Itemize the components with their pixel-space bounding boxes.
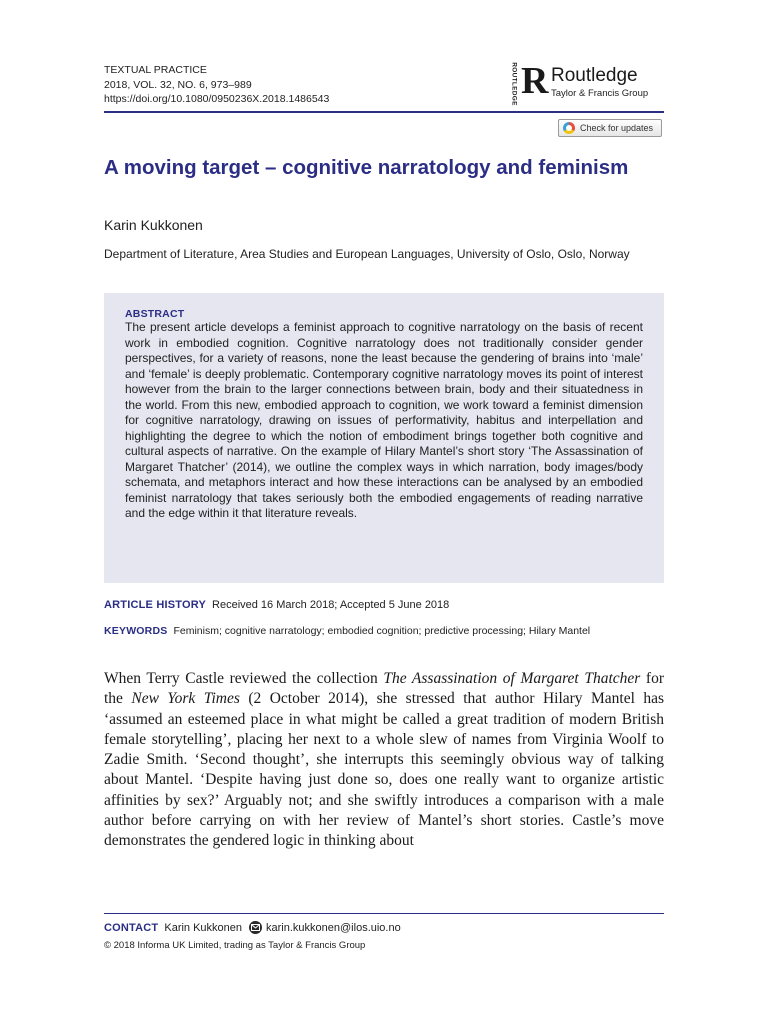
publisher-logo (508, 60, 668, 106)
contact-email-link[interactable]: karin.kukkonen@ilos.uio.no (266, 921, 401, 934)
doi-link[interactable]: https://doi.org/10.1080/0950236X.2018.1486543 (104, 93, 330, 105)
routledge-r-icon: R (521, 60, 549, 102)
check-for-updates-label: Check for updates (580, 123, 654, 133)
keywords-label: KEYWORDS (104, 625, 168, 637)
article-history-label: ARTICLE HISTORY (104, 599, 207, 611)
crossmark-icon (563, 122, 575, 134)
publisher-name: Routledge (551, 65, 638, 86)
check-for-updates-button[interactable] (558, 119, 662, 137)
body-paragraph: When Terry Castle reviewed the collection The Assassination of Margaret Thatcher for the New York Times (2 October 2014), she stressed that author Hilary Mantel has ‘assumed an esteemed place in what might be called a great tradition of modern British female storytelling’, placing her next to a whole slew of names from Virginia Woolf to Zadie Smith. ‘Second thought’, she interrupts this seemingly obvious way of talking about Mantel. ‘Despite having just done so, does one really want to organize artistic affinities by sex?’ Arguably not; and she swiftly introduces a comparison with a male author before carrying on with her review of Mantel’s short stories. Castle’s move demonstrates the gendered logic in thinking about (104, 670, 665, 850)
author-affiliation: Department of Literature, Area Studies and European Languages, University of Oslo, Oslo, Norway (104, 247, 630, 261)
publisher-subtitle: Taylor & Francis Group (551, 88, 649, 99)
contact-name: Karin Kukkonen (164, 921, 243, 934)
journal-info (104, 63, 329, 107)
copyright-notice: © 2018 Informa UK Limited, trading as Taylor & Francis Group (104, 940, 366, 951)
journal-name: TEXTUAL PRACTICE (104, 64, 207, 76)
article-history-text: Received 16 March 2018; Accepted 5 June 2018 (212, 599, 450, 611)
author-name: Karin Kukkonen (104, 217, 203, 233)
book-title: The Assassination of Margaret Thatcher (383, 670, 641, 687)
header-divider (104, 111, 664, 113)
envelope-icon (249, 921, 262, 934)
contact-label: CONTACT (104, 921, 159, 934)
footer-divider (104, 913, 664, 914)
abstract-text: The present article develops a feminist approach to cognitive narratology on the basis of recent work in embodied cognition. Cognitive narratology does not traditionally consider gender perspectives, for a variety of reasons, none the least because the gendering of brains into ‘male’ and ‘female’ is deeply problematic. Contemporary cognitive narratology moves its point of interest however from the brain to the larger connections between brain, body and their situatedness in the world. From this new, embodied approach to cognition, we work toward a feminist dimension for cognitive narratology, drawing on issues of performativity, habitus and interpellation and highlighting the degree to which the notion of embodiment brings together both cognitive and cultural aspects of narrative. On the example of Hilary Mantel’s short story ‘The Assassination of Margaret Thatcher’ (2014), we outline the complex ways in which narration, body images/body schemata, and metaphors interact and how these interactions can be analysed by an embodied feminist narratology that takes seriously both the embodied engagements of reading narrative and the edge within it that literature reveals. (125, 320, 643, 520)
keywords-text: Feminism; cognitive narratology; embodied cognition; predictive processing; Hilary Mantel (173, 625, 591, 637)
journal-citation: 2018, VOL. 32, NO. 6, 973–989 (104, 78, 252, 91)
keywords (104, 625, 590, 637)
contact-line (104, 921, 401, 934)
abstract-heading: ABSTRACT (125, 308, 185, 320)
newspaper-title: New York Times (131, 690, 240, 708)
article-history (104, 599, 449, 611)
logo-vertical-wordmark: ROUTLEDGE (510, 62, 518, 106)
article-title: A moving target – cognitive narratology and feminism (104, 156, 629, 179)
